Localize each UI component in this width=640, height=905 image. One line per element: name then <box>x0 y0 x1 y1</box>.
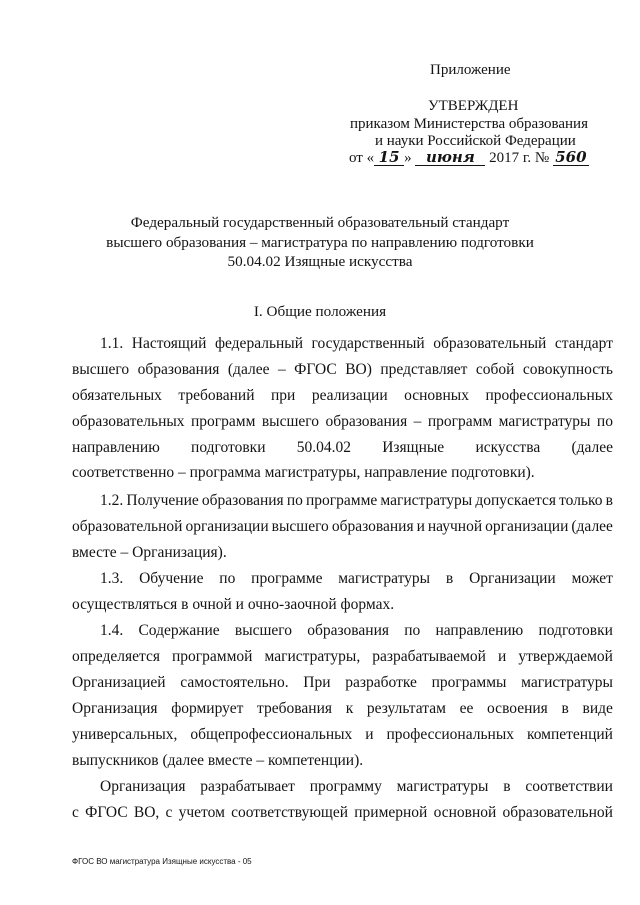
word: Организации <box>469 570 556 587</box>
word: разработке <box>345 674 417 691</box>
word: 1.3. <box>100 570 124 587</box>
justified-line <box>100 622 613 640</box>
document-title-line-1: Федеральный государственный образовательный стандарт <box>130 214 510 231</box>
word: направлению <box>72 439 160 456</box>
word: к <box>345 700 354 717</box>
word: Настоящий <box>131 335 207 352</box>
word: разрабатывает <box>200 778 295 795</box>
word: (далее <box>227 361 270 378</box>
word: в <box>561 700 569 717</box>
document-title-line-3: 50.04.02 Изящные искусства <box>227 253 413 270</box>
paragraph-1-1-last-line: соответственно – программа магистратуры, направление подготовки). <box>72 464 535 481</box>
word: Организация <box>72 700 158 717</box>
word: организации <box>485 518 569 535</box>
word: ВО, <box>133 804 160 821</box>
paragraph-1-2-last-line: вместе – Организация). <box>72 544 227 561</box>
justified-line <box>72 439 613 457</box>
word: программ <box>191 413 256 430</box>
order-number: 560 <box>553 150 589 166</box>
word: универсальных, <box>72 726 178 743</box>
word: при <box>271 387 296 404</box>
order-year-number: 2017 г. № <box>489 150 550 166</box>
order-day: 15 <box>374 150 404 166</box>
word: результатам <box>366 700 446 717</box>
word: магистратуры <box>396 778 489 795</box>
order-date-line <box>349 150 589 167</box>
word: образования <box>331 518 414 535</box>
word: учетом <box>178 804 225 821</box>
word: высшего <box>261 413 319 430</box>
word: представляет <box>380 361 468 378</box>
appendix-label: Приложение <box>430 62 511 78</box>
justified-line <box>72 648 613 666</box>
word: программы <box>431 674 507 691</box>
word: государственный <box>311 335 425 352</box>
date-close-quote: » <box>404 150 412 166</box>
paragraph-1-3-last-line: осуществляться в очной и очно-заочной формах. <box>72 596 395 613</box>
word: образовательный <box>433 335 547 352</box>
word: научной <box>427 518 483 535</box>
word: Изящные <box>382 439 445 456</box>
word: Обучение <box>139 570 204 587</box>
word: соответствующей <box>231 804 349 821</box>
justified-line <box>72 804 613 822</box>
word: 50.04.02 <box>296 439 351 456</box>
paragraph-1-4-last-line: выпускников (далее вместе – компетенции). <box>72 752 364 769</box>
word: с <box>72 804 79 821</box>
word: формирует <box>171 700 244 717</box>
word: с <box>165 804 173 821</box>
word: 1.2. <box>100 492 124 509</box>
justified-line <box>72 361 613 379</box>
justified-line <box>72 674 613 692</box>
word: федеральный <box>214 335 304 352</box>
word: виде <box>582 700 613 717</box>
word: При <box>303 674 331 691</box>
word: (далее <box>571 518 613 535</box>
word: образования <box>325 413 408 430</box>
word: Содержание <box>138 622 220 639</box>
word: может <box>571 570 613 587</box>
word: образовательных <box>72 413 185 430</box>
word: образовательной <box>502 804 613 821</box>
word: по <box>219 570 236 587</box>
document-title-line-2: высшего образования – магистратура по направлению подготовки <box>106 234 534 251</box>
word: направлению <box>435 622 524 639</box>
word: программе <box>306 492 378 509</box>
word: 1.1. <box>100 335 124 352</box>
word: самостоятельно. <box>180 674 289 691</box>
word: ФГОС <box>294 361 337 378</box>
word: и <box>498 648 507 665</box>
justified-line <box>72 700 613 718</box>
word: обязательных <box>72 387 162 404</box>
word: программе <box>251 570 323 587</box>
order-line-2: и науки Российской Федерации <box>375 133 576 149</box>
word: программ <box>427 413 493 430</box>
word: основных <box>404 387 469 404</box>
justified-line <box>72 387 613 405</box>
justified-line <box>100 778 613 796</box>
order-month: июня <box>415 150 485 166</box>
word: ФГОС <box>85 804 128 821</box>
word: в <box>503 778 511 795</box>
word: по <box>286 492 303 509</box>
word: (далее <box>571 439 613 456</box>
word: требования <box>257 700 332 717</box>
word: профессиональных <box>485 387 613 404</box>
justified-line <box>100 570 613 588</box>
word: требований <box>178 387 255 404</box>
word: по <box>596 413 613 430</box>
word: образования <box>201 492 284 509</box>
word: высшего <box>271 518 329 535</box>
order-line-1: приказом Министерства образования <box>350 116 588 132</box>
word: организации <box>185 518 269 535</box>
word: допускается <box>475 492 556 509</box>
word: утверждаемой <box>518 648 613 665</box>
word: магистратуры <box>521 674 613 691</box>
word: и <box>416 518 425 535</box>
word: Получение <box>126 492 199 509</box>
section-heading: I. Общие положения <box>253 303 387 320</box>
word: собой <box>475 361 515 378</box>
word: образования <box>307 622 389 639</box>
word: Организация <box>100 778 186 795</box>
word: подготовки <box>538 622 613 639</box>
word: общепрофессиональных <box>190 726 353 743</box>
word: искусства <box>475 439 541 456</box>
word: высшего <box>72 361 130 378</box>
word: определяется <box>72 648 160 665</box>
word: ВО) <box>345 361 372 378</box>
word: магистратуры, <box>264 648 361 665</box>
justified-line <box>100 492 613 510</box>
word: – <box>413 413 422 430</box>
word: по <box>404 622 421 639</box>
date-prefix: от « <box>349 150 375 166</box>
justified-line <box>100 335 613 353</box>
justified-line <box>72 726 613 744</box>
word: программой <box>172 648 253 665</box>
word: примерной <box>354 804 428 821</box>
word: реализации <box>311 387 388 404</box>
word: разрабатываемой <box>372 648 486 665</box>
word: совокупность <box>522 361 613 378</box>
justified-line <box>72 518 613 536</box>
word: соответствии <box>525 778 613 795</box>
word: – <box>277 361 286 378</box>
word: 1.4. <box>100 622 124 639</box>
justified-line <box>72 413 613 431</box>
word: только <box>559 492 603 509</box>
word: высшего <box>234 622 293 639</box>
word: образования <box>137 361 220 378</box>
word: магистратуры <box>498 413 591 430</box>
word: подготовки <box>191 439 266 456</box>
approved-label: УТВЕРЖДЕН <box>428 98 519 114</box>
word: программу <box>309 778 382 795</box>
word: профессиональных <box>386 726 514 743</box>
word: в <box>445 570 454 587</box>
word: стандарт <box>554 335 613 352</box>
word: Организацией <box>72 674 166 691</box>
word: магистратуры <box>380 492 473 509</box>
word: основной <box>433 804 497 821</box>
word: освоения <box>487 700 548 717</box>
page-footer: ФГОС ВО магистратура Изящные искусства - 05 <box>72 857 252 866</box>
word: образовательной <box>72 518 183 535</box>
word: и <box>365 726 374 743</box>
word: в <box>605 492 613 509</box>
word: компетенций <box>526 726 613 743</box>
word: магистратуры <box>338 570 431 587</box>
word: ее <box>459 700 474 717</box>
